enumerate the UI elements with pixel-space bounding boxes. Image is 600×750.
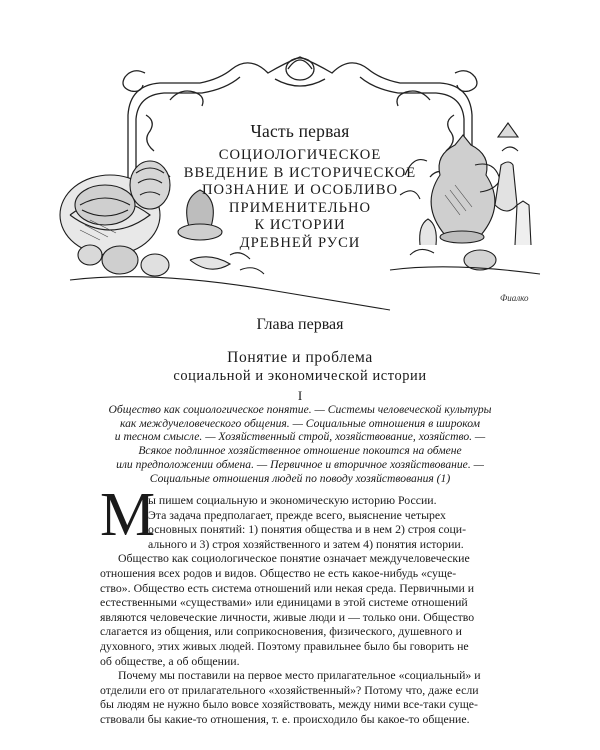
part-subtitle-line: ДРЕВНЕЙ РУСИ [239,234,361,251]
chapter-title: Глава первая [256,316,344,333]
part-title: Часть первая [250,121,350,141]
body-line: ального и 3) строя хозяйственного и затем 4) понятия истории. [148,536,464,551]
body-line: отделили его от прилагательного «хозяйственный»? Потому что, даже если [100,682,479,697]
body-line: отношения всех родов и видов. Общество не есть какое-нибудь «суще- [100,565,457,580]
body-line: ство». Общество есть система отношений или некая среда. Первичными и [100,580,475,595]
drop-cap: М [100,481,156,549]
body-line: Почему мы поставили на первое место прилагательное «социальный» и [118,668,481,683]
body-line: естественными «существами» или единицами в этой системе отношений [100,595,468,610]
part-subtitle-line: ПРИМЕНИТЕЛЬНО [228,199,372,216]
body-line: Общество как социологическое понятие означает междучеловеческие [118,551,470,566]
body-line: ствовали бы какие-то отношения, т. е. происходило бы какое-то общение. [100,711,470,726]
section-summary [95,403,505,485]
summary-line: Всякое подлинное хозяйственное отношение покоится на обмене [138,444,462,458]
section-title-line: социальной и экономической истории [173,368,427,384]
summary-line: как междучеловеческого общения. — Социальные отношения в широком [119,416,481,430]
body-text [100,493,500,727]
section-number: I [297,388,303,403]
body-line: духовного, этих живых людей. Поэтому правильнее было бы говорить не [100,638,469,653]
part-subtitle-line: К ИСТОРИИ [254,217,346,233]
body-line: являются человеческие личности, живые люди и — только они. Общество [100,609,475,624]
artist-signature: Фиалко [500,293,529,303]
body-line: Эта задача предполагает, прежде всего, выяснение четырех [148,507,446,522]
body-line: бы людям не нужно было вовсе хозяйствовать, между ними все-таки суще- [100,697,478,712]
part-subtitle-line: ВВЕДЕНИЕ В ИСТОРИЧЕСКОЕ [183,164,417,181]
summary-line: Общество как социологическое понятие. — Системы человеческой культуры [108,403,492,416]
body-line: ы пишем социальную и экономическую историю России. [148,493,437,507]
body-line: об обществе, а об общении. [100,653,240,668]
summary-line: Социальные отношения людей по поводу хозяйствования (1) [149,471,451,485]
section-title [0,349,600,385]
part-subtitle [0,147,600,252]
body-line: основных понятий: 1) понятия общества и в нем 2) строя соци- [148,522,467,537]
part-subtitle-line: СОЦИОЛОГИЧЕСКОЕ [218,147,382,163]
section-title-line: Понятие и проблема [227,349,373,366]
body-line: слагается из общения, или соприкосновения, физического, душевного и [100,624,462,639]
part-subtitle-line: ПОЗНАНИЕ И ОСОБЛИВО [201,182,398,198]
summary-line: или предположении обмена. — Первичное и вторичное хозяйствование. — [116,457,484,471]
summary-line: и тесном смысле. — Хозяйственный строй, хозяйствование, хозяйство. — [114,430,486,444]
